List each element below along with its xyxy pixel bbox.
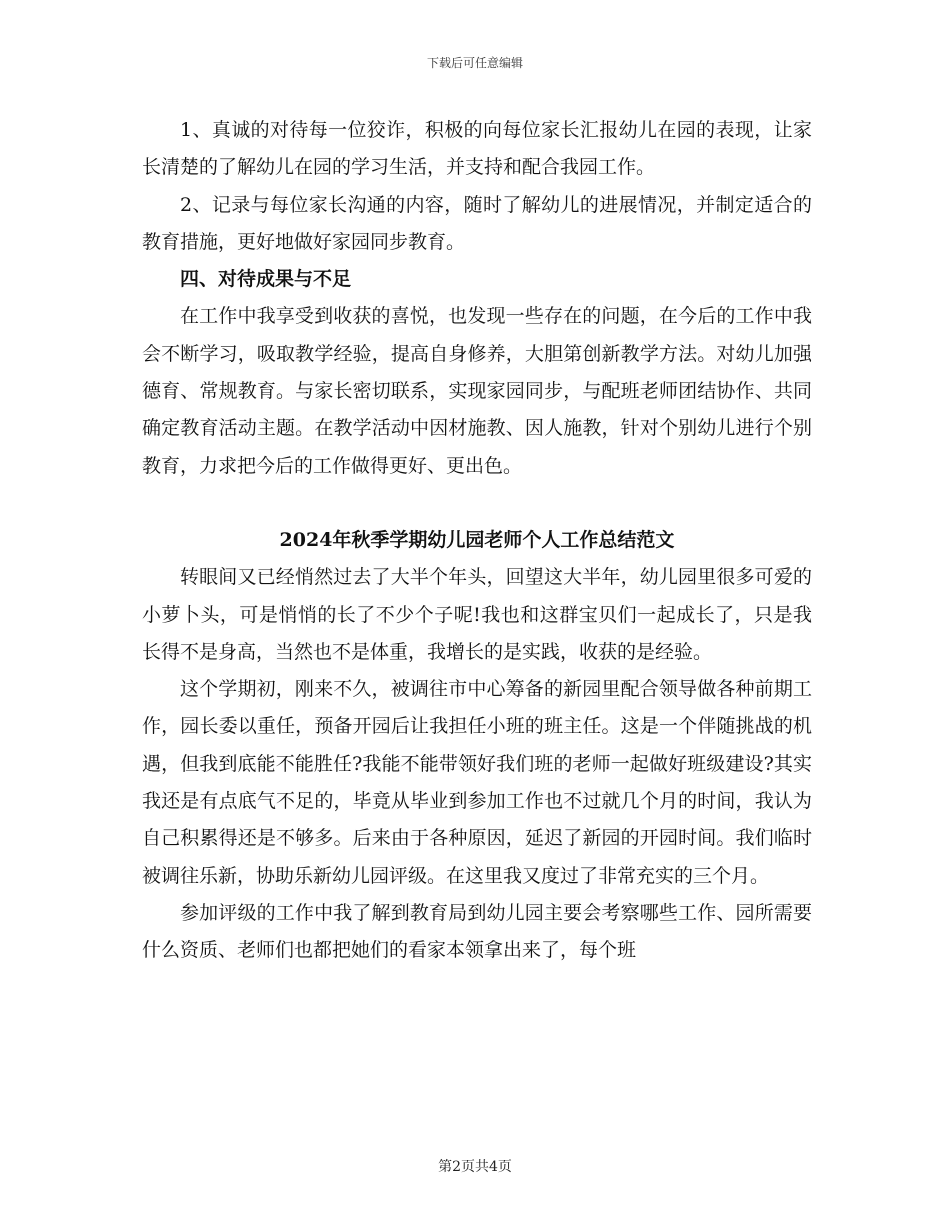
page-header: 下载后可任意编辑	[426, 56, 523, 70]
page-footer: 第2页共4页	[438, 1159, 512, 1175]
paragraph-4: 转眼间又已经悄然过去了大半个年头，回望这大半年，幼儿园里很多可爱的小萝卜头，可是悄悄的长了不少个子呢!我也和这群宝贝们一起成长了，只是我长得不是身高，当然也不是体重，我增长的是实践，收获的是经验。	[142, 566, 812, 663]
paragraph-2: 2、记录与每位家长沟通的内容，随时了解幼儿的进展情况，并制定适合的教育措施，更好地做好家园同步教育。	[142, 193, 812, 253]
document-body	[142, 112, 812, 970]
paragraph-5: 这个学期初，刚来不久，被调往市中心筹备的新园里配合领导做各种前期工作，园长委以重任，预备开园后让我担任小班的班主任。这是一个伴随挑战的机遇，但我到底能不能胜任?我能不能带领好我们班的老师一起做好班级建设?其实我还是有点底气不足的，毕竟从毕业到参加工作也不过就几个月的时间，我认为自己积累得还是不够多。后来由于各种原因，延迟了新园的开园时间。我们临时被调往乐新，协助乐新幼儿园评级。在这里我又度过了非常充实的三个月。	[142, 678, 812, 887]
paragraph-6: 参加评级的工作中我了解到教育局到幼儿园主要会考察哪些工作、园所需要什么资质、老师们也都把她们的看家本领拿出来了，每个班	[142, 901, 812, 962]
paragraph-1: 1、真诚的对待每一位狡诈，积极的向每位家长汇报幼儿在园的表现，让家长清楚的了解幼儿在园的学习生活，并支持和配合我园工作。	[142, 119, 812, 179]
document-title: 2024年秋季学期幼儿园老师个人工作总结范文	[279, 528, 675, 551]
paragraph-3: 在工作中我享受到收获的喜悦，也发现一些存在的问题，在今后的工作中我会不断学习，吸取教学经验，提高自身修养，大胆第创新教学方法。对幼儿加强德育、常规教育。与家长密切联系，实现家园同步，与配班老师团结协作、共同确定教育活动主题。在教学活动中因材施教、因人施教，针对个别幼儿进行个别教育，力求把今后的工作做得更好、更出色。	[142, 305, 812, 477]
spacer	[142, 485, 812, 522]
section-heading-4: 四、对待成果与不足	[180, 268, 352, 291]
